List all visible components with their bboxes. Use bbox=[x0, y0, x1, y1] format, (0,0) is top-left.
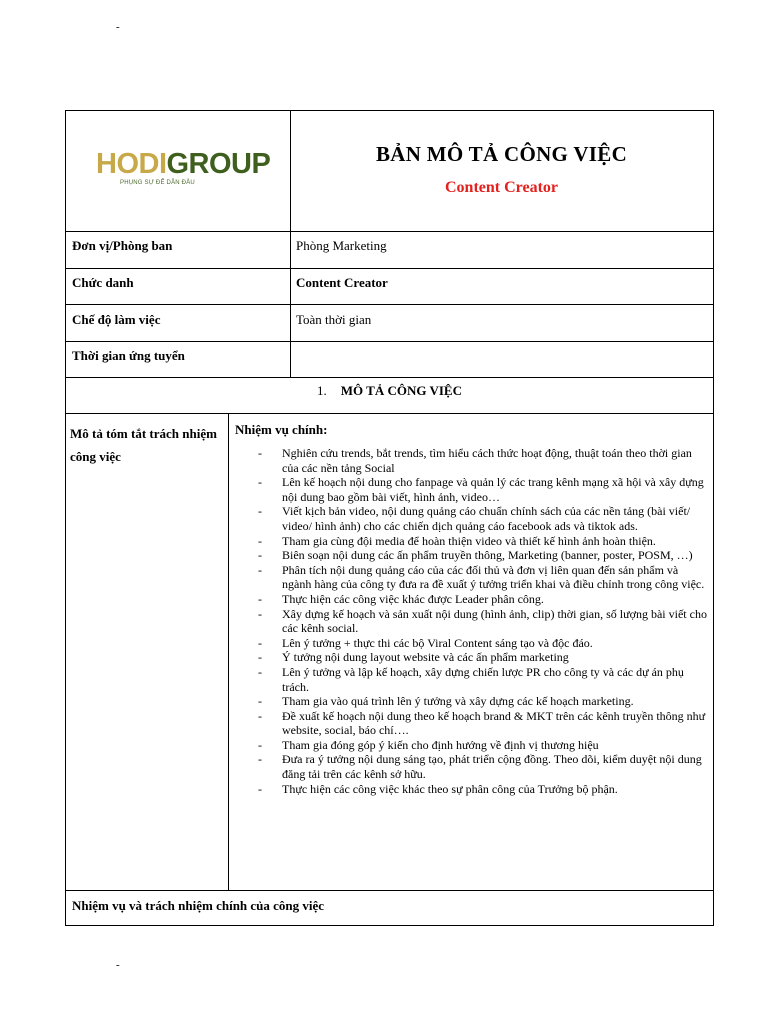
duty-text: Tham gia đóng góp ý kiến cho định hướng về định vị thương hiệu bbox=[282, 737, 599, 752]
duty-item bbox=[258, 563, 710, 592]
duty-text: Thực hiện các công việc khác theo sự phân công của Trưởng bộ phận. bbox=[282, 781, 618, 796]
column-divider bbox=[290, 111, 291, 377]
row-divider bbox=[66, 890, 713, 891]
bullet-dash: - bbox=[258, 475, 262, 490]
summary-label: Mô tả tóm tắt trách nhiệm công việc bbox=[70, 426, 217, 464]
duty-text: Tham gia cùng đội media để hoàn thiện video và thiết kế hình ảnh hoàn thiện. bbox=[282, 533, 656, 548]
logo-brand-part1: HODI bbox=[96, 148, 167, 180]
job-description-table bbox=[65, 110, 714, 926]
bullet-dash: - bbox=[258, 781, 262, 796]
duty-text: Lên kế hoạch nội dung cho fanpage và quản lý các trang kênh mạng xã hội và xây dựng nội dung bao gồm bài viết, hình ảnh, video… bbox=[282, 475, 704, 504]
row-divider bbox=[66, 341, 713, 342]
bullet-dash: - bbox=[258, 752, 262, 767]
duty-item bbox=[258, 694, 710, 709]
duties-title: Nhiệm vụ chính: bbox=[235, 422, 328, 437]
logo-brand-part2: GROUP bbox=[166, 148, 271, 180]
duty-text: Viết kịch bản video, nội dung quảng cáo chuẩn chính sách của các nền tảng (bài viết/ video/ hình ảnh) cho các chiến dịch quảng cáo facebook ads và tiktok ads. bbox=[282, 504, 691, 533]
position-label: Chức danh bbox=[72, 275, 134, 290]
bullet-dash: - bbox=[258, 591, 262, 606]
duty-text: Đề xuất kế hoạch nội dung theo kế hoạch brand & MKT trên các kênh truyền thông như website, social, báo chí…. bbox=[282, 708, 706, 738]
duty-item bbox=[258, 534, 710, 549]
bullet-dash: - bbox=[258, 664, 262, 679]
duty-text: Lên ý tưởng và lập kế hoạch, xây dựng chiến lược PR cho công ty và các dự án phụ trách. bbox=[282, 664, 684, 694]
application-period-label: Thời gian ứng tuyển bbox=[72, 348, 185, 363]
bullet-dash: - bbox=[258, 446, 262, 460]
duty-text: Biên soạn nội dung các ấn phẩm truyền thông, Marketing (banner, poster, POSM, …) bbox=[282, 548, 693, 563]
duty-item bbox=[258, 592, 710, 607]
bullet-dash: - bbox=[258, 650, 262, 665]
bullet-dash: - bbox=[258, 737, 262, 752]
document-subtitle: Content Creator bbox=[444, 179, 558, 196]
duty-item bbox=[258, 782, 710, 797]
duty-item bbox=[258, 665, 710, 694]
logo-tagline: PHỤNG SỰ ĐỂ DẪN ĐẦU bbox=[120, 180, 195, 186]
duties-list bbox=[258, 446, 710, 796]
row-divider bbox=[66, 231, 713, 232]
logo-wordmark bbox=[96, 148, 271, 180]
section-number: 1. bbox=[317, 383, 327, 398]
row-divider bbox=[66, 268, 713, 269]
duty-text: Nghiên cứu trends, bắt trends, tìm hiểu cách thức hoạt động, thuật toán theo thời gian của các nền tảng Social bbox=[282, 446, 692, 475]
hodigroup-logo bbox=[96, 148, 271, 199]
responsibilities-label: Nhiệm vụ và trách nhiệm chính của công việc bbox=[72, 898, 325, 913]
bullet-dash: - bbox=[258, 635, 262, 650]
duty-item bbox=[258, 752, 710, 781]
row-divider bbox=[66, 413, 713, 414]
bullet-dash: - bbox=[258, 504, 262, 519]
duty-item bbox=[258, 738, 710, 753]
section-title: MÔ TẢ CÔNG VIỆC bbox=[340, 383, 462, 398]
duty-item bbox=[258, 475, 710, 504]
bullet-dash: - bbox=[258, 548, 262, 563]
duty-item bbox=[258, 636, 710, 651]
duty-item bbox=[258, 709, 710, 738]
bullet-dash: - bbox=[258, 533, 262, 548]
duty-text: Lên ý tưởng + thực thi các bộ Viral Content sáng tạo và độc đáo. bbox=[282, 635, 593, 650]
work-mode-label: Chế độ làm việc bbox=[72, 312, 161, 327]
row-divider bbox=[66, 304, 713, 305]
section-heading bbox=[66, 383, 713, 399]
duty-item bbox=[258, 504, 710, 533]
duty-text: Xây dựng kế hoạch và sản xuất nội dung (hình ảnh, clip) thời gian, số lượng bài viết cho các kênh social. bbox=[282, 606, 707, 636]
duty-item bbox=[258, 607, 710, 636]
department-value: Phòng Marketing bbox=[296, 238, 387, 253]
duty-item bbox=[258, 446, 710, 475]
row-divider bbox=[66, 377, 713, 378]
department-label: Đơn vị/Phòng ban bbox=[72, 238, 173, 253]
bullet-dash: - bbox=[258, 708, 262, 723]
duty-item bbox=[258, 548, 710, 563]
bullet-dash: - bbox=[258, 606, 262, 621]
work-mode-value: Toàn thời gian bbox=[296, 312, 372, 327]
position-value: Content Creator bbox=[296, 275, 388, 290]
bottom-mark: - bbox=[116, 959, 120, 971]
duty-item bbox=[258, 650, 710, 665]
top-mark: - bbox=[116, 21, 120, 33]
duty-text: Phân tích nội dung quảng cáo của các đối thủ và đơn vị liên quan đến sản phẩm và ngành hàng của công ty đưa ra đề xuất ý tưởng triển khai và điều chỉnh trong công việc. bbox=[282, 562, 705, 592]
column-divider bbox=[228, 413, 229, 890]
bullet-dash: - bbox=[258, 562, 262, 577]
bullet-dash: - bbox=[258, 694, 262, 709]
duty-text: Ý tưởng nội dung layout website và các ấn phẩm marketing bbox=[282, 650, 569, 665]
document-title: BẢN MÔ TẢ CÔNG VIỆC bbox=[375, 142, 628, 166]
duty-text: Đưa ra ý tưởng nội dung sáng tạo, phát triển cộng đồng. Theo dõi, kiểm duyệt nội dung đăng tải trên các kênh sở hữu. bbox=[282, 752, 702, 782]
duty-text: Thực hiện các công việc khác được Leader phân công. bbox=[282, 591, 544, 606]
duty-text: Tham gia vào quá trình lên ý tưởng và xây dựng các kế hoạch marketing. bbox=[282, 694, 634, 709]
